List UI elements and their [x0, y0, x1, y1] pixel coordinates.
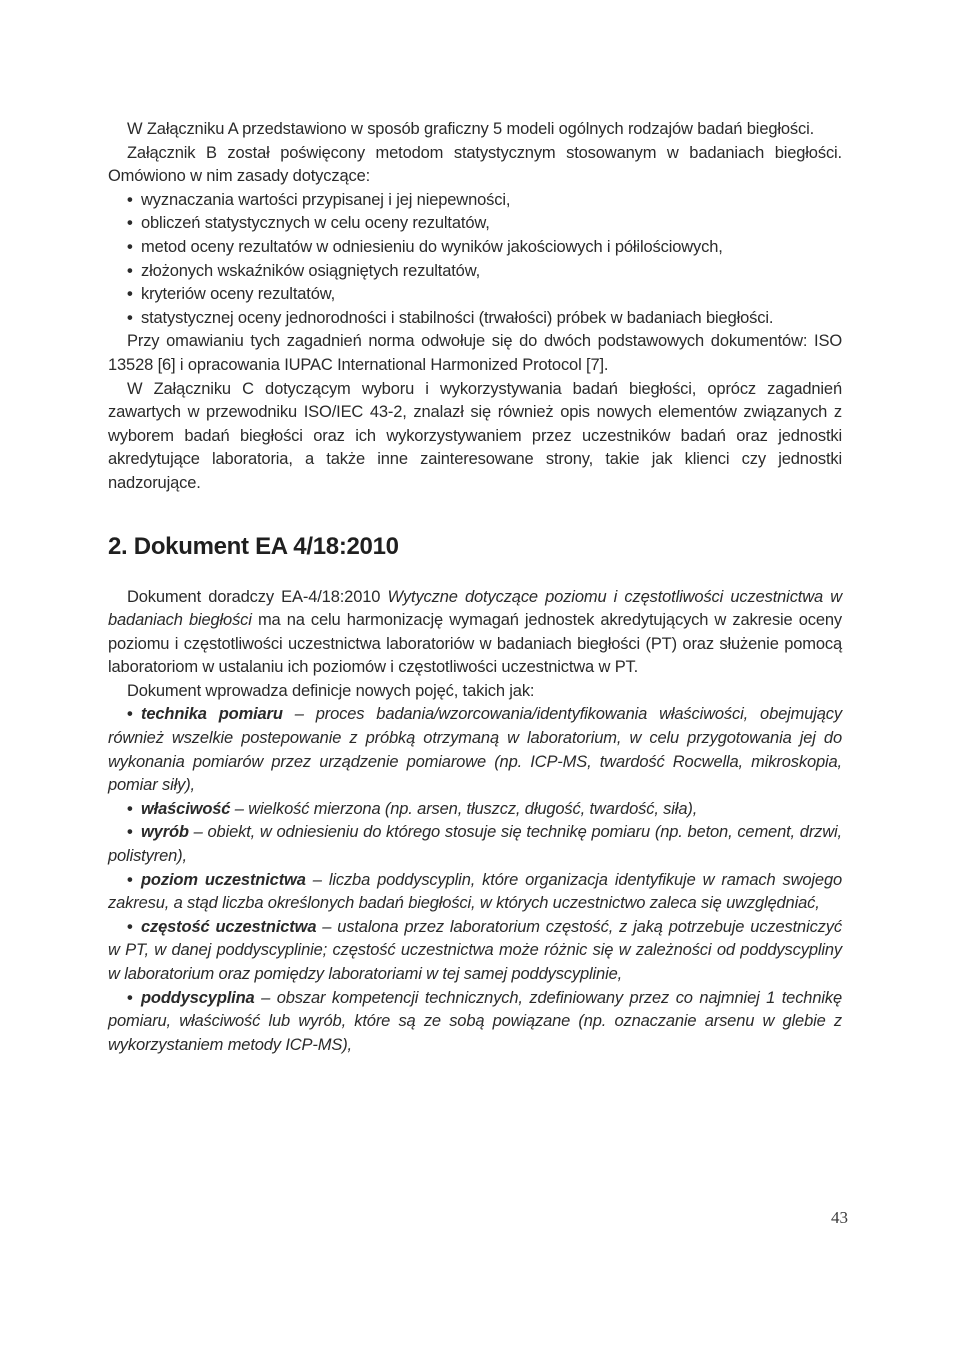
bullet-icon: •	[127, 237, 133, 256]
page-body	[108, 118, 842, 1057]
list-item: • kryteriów oceny rezultatów,	[108, 283, 842, 307]
paragraph: Dokument doradczy EA-4/18:2010 Wytyczne dotyczące poziomu i częstotliwości uczestnictwa w badaniach biegłości ma na celu harmonizację wymagań jednostek akredytujących w zakresie oceny poziomu i częstotliwości uczestnictwa laboratoriów w badaniach biegłości (PT) oraz służenie pomocą laboratoriom w ustalaniu ich poziomów i częstotliwości uczestnictwa w PT.	[108, 587, 843, 677]
list-item: • metod oceny rezultatów w odniesieniu do wyników jakościowych i półilościowych,	[108, 236, 842, 260]
definition-text: ustalona przez laboratorium częstość, z jaką potrzebuje uczestniczyć w PT, w danej poddyscyplinie; częstość uczestnictwa może różnic się w zależności od poddyscypliny w laboratorium oraz pomiędzy laboratoriami w tej samej poddyscyplinie,	[108, 917, 842, 983]
list-item: • właściwość – wielkość mierzona (np. arsen, tłuszcz, długość, twardość, siła),	[108, 798, 842, 822]
bullet-icon: •	[127, 308, 133, 327]
section-heading: 2. Dokument EA 4/18:2010	[108, 532, 399, 560]
list-item: • statystycznej oceny jednorodności i stabilności (trwałości) próbek w badaniach biegłości.	[108, 307, 842, 331]
definition-term: poddyscyplina	[141, 988, 255, 1007]
definition-text: obszar kompetencji technicznych, zdefiniowany przez co najmniej 1 technikę pomiaru, właściwość lub wyrób, które są ze sobą powiązane (np. oznaczanie arsenu w glebie z wykorzystaniem metody ICP-MS),	[108, 988, 842, 1054]
bullet-icon: •	[127, 870, 133, 889]
list-item: • technika pomiaru – proces badania/wzorcowania/identyfikowania właściwości, obejmujący również wszelkie postepowanie z próbką otrzymaną w laboratorium, w celu przygotowania jej do wykonania pomiarów przez urządzenie pomiarowe (np. ICP-MS, twardość Rocwella, mikroskopia, pomiar siły),	[108, 705, 842, 795]
list-item: • obliczeń statystycznych w celu oceny rezultatów,	[108, 212, 842, 236]
definition-term: właściwość	[141, 799, 231, 818]
definition-term: technika pomiaru	[141, 705, 283, 724]
definition-text: obiekt, w odniesieniu do którego stosuje się technikę pomiaru (np. beton, cement, drzwi, polistyren),	[108, 823, 842, 866]
list-item: • poziom uczestnictwa – liczba poddyscyplin, które organizacja identyfikuje w ramach swojego zakresu, a stąd liczba określonych badań biegłości, w których uczestnictwo zaleca się uwzględniać,	[108, 870, 843, 913]
bullet-icon: •	[127, 285, 133, 304]
bullet-icon: •	[127, 823, 133, 842]
list-item: • poddyscyplina – obszar kompetencji technicznych, zdefiniowany przez co najmniej 1 technikę pomiaru, właściwość lub wyrób, które są ze sobą powiązane (np. oznaczanie arsenu w glebie z wykorzystaniem metody ICP-MS),	[108, 988, 842, 1054]
definition-term: częstość uczestnictwa	[141, 917, 317, 936]
bullet-icon: •	[127, 705, 133, 724]
definition-term: wyrób	[141, 823, 189, 842]
bullet-icon: •	[127, 261, 133, 280]
bullet-icon: •	[127, 214, 133, 233]
list-item: • częstość uczestnictwa – ustalona przez laboratorium częstość, z jaką potrzebuje uczestniczyć w PT, w danej poddyscyplinie; częstość uczestnictwa może różnic się w zależności od poddyscypliny w laboratorium oraz pomiędzy laboratoriami w tej samej poddyscyplinie,	[108, 917, 842, 983]
document-title: Wytyczne dotyczące poziomu i częstotliwości uczestnictwa w badaniach biegłości	[108, 587, 842, 630]
bullet-icon: •	[127, 917, 133, 936]
principles-list	[108, 189, 842, 331]
paragraph: Dokument wprowadza definicje nowych pojęć, takich jak:	[127, 681, 535, 700]
bullet-icon: •	[127, 988, 133, 1007]
bullet-icon: •	[127, 190, 133, 209]
paragraph: Przy omawianiu tych zagadnień norma odwołuje się do dwóch podstawowych dokumentów: ISO 13528 [6] i opracowania IUPAC International Harmonized Protocol [7].	[108, 332, 842, 374]
definition-text: proces badania/wzorcowania/identyfikowania właściwości, obejmujący również wszelkie postepowanie z próbką otrzymaną w laboratorium, w celu przygotowania jej do wykonania pomiarów przez urządzenie pomiarowe (np. ICP-MS, twardość Rocwella, mikroskopia, pomiar siły),	[108, 705, 842, 795]
paragraph: Załącznik B został poświęcony metodom statystycznym stosowanym w badaniach biegłości. Omówiono w nim zasady dotyczące:	[108, 143, 842, 186]
page-number: 43	[831, 1208, 848, 1227]
list-item: • wyrób – obiekt, w odniesieniu do którego stosuje się technikę pomiaru (np. beton, cement, drzwi, polistyren),	[108, 823, 842, 866]
list-item: • złożonych wskaźników osiągniętych rezultatów,	[108, 260, 842, 284]
definition-text: wielkość mierzona (np. arsen, tłuszcz, długość, twardość, siła),	[248, 799, 698, 818]
definition-term: poziom uczestnictwa	[141, 870, 306, 889]
bullet-icon: •	[127, 799, 133, 818]
list-item: • wyznaczania wartości przypisanej i jej niepewności,	[108, 189, 842, 213]
definitions-list	[108, 703, 842, 1057]
definition-text: liczba poddyscyplin, które organizacja identyfikuje w ramach swojego zakresu, a stąd liczba określonych badań biegłości, w których uczestnictwo zaleca się uwzględniać,	[108, 870, 843, 913]
paragraph: W Załączniku C dotyczącym wyboru i wykorzystywania badań biegłości, oprócz zagadnień zawartych w przewodniku ISO/IEC 43-2, znalazł się również opis nowych elementów związanych z wyborem badań biegłości oraz ich wykorzystywaniem przez uczestników badań oraz jednostki akredytujące laboratoria, a także inne zainteresowane strony, takie jak klienci czy jednostki nadzorujące.	[108, 379, 842, 492]
paragraph: W Załączniku A przedstawiono w sposób graficzny 5 modeli ogólnych rodzajów badań biegłości.	[127, 120, 815, 138]
